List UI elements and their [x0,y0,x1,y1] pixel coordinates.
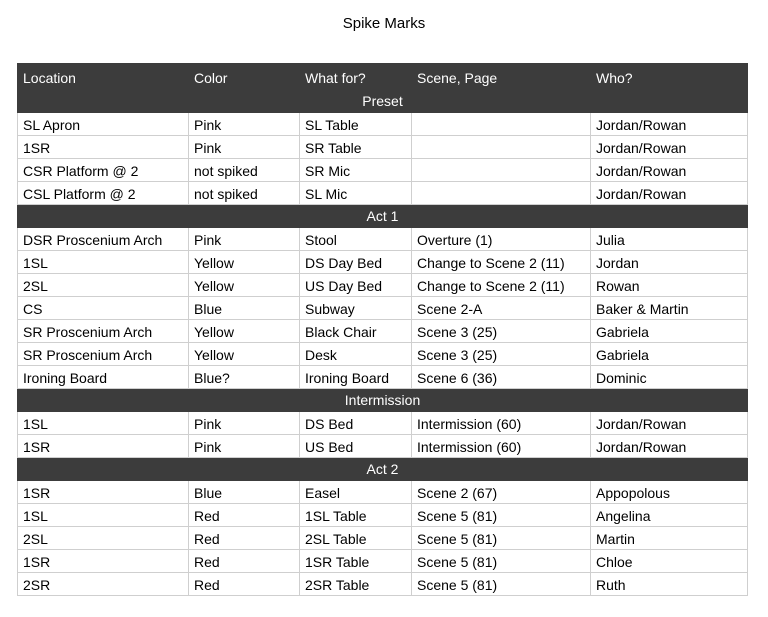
who-cell: Jordan/Rowan [591,112,748,135]
who-cell: Jordan/Rowan [591,411,748,434]
column-header-color: Color [189,63,300,89]
what-for-cell: 1SR Table [300,549,412,572]
scene-page-cell: Change to Scene 2 (11) [412,250,591,273]
who-cell: Angelina [591,503,748,526]
section-title: Act 1 [18,204,748,227]
who-cell: Gabriela [591,342,748,365]
section-header-row [18,457,748,480]
table-row [18,158,748,181]
who-cell: Jordan/Rowan [591,158,748,181]
table-row [18,112,748,135]
what-for-cell: US Bed [300,434,412,457]
table-row [18,250,748,273]
location-cell: DSR Proscenium Arch [18,227,189,250]
scene-page-cell: Scene 5 (81) [412,572,591,595]
scene-page-cell [412,135,591,158]
color-cell: not spiked [189,158,300,181]
header-row [18,63,748,89]
table-body [18,89,748,595]
table-row [18,549,748,572]
what-for-cell: Black Chair [300,319,412,342]
table-row [18,135,748,158]
color-cell: Pink [189,112,300,135]
table-row [18,526,748,549]
scene-page-cell: Scene 3 (25) [412,319,591,342]
location-cell: 2SR [18,572,189,595]
what-for-cell: SL Mic [300,181,412,204]
color-cell: Yellow [189,250,300,273]
section-title: Intermission [18,388,748,411]
table-row [18,227,748,250]
location-cell: SL Apron [18,112,189,135]
who-cell: Martin [591,526,748,549]
what-for-cell: Desk [300,342,412,365]
who-cell: Baker & Martin [591,296,748,319]
color-cell: Yellow [189,273,300,296]
scene-page-cell: Scene 5 (81) [412,549,591,572]
scene-page-cell: Scene 6 (36) [412,365,591,388]
who-cell: Ruth [591,572,748,595]
what-for-cell: DS Day Bed [300,250,412,273]
scene-page-cell: Change to Scene 2 (11) [412,273,591,296]
section-title: Preset [18,89,748,112]
what-for-cell: 1SL Table [300,503,412,526]
scene-page-cell: Scene 5 (81) [412,503,591,526]
location-cell: 1SL [18,503,189,526]
what-for-cell: US Day Bed [300,273,412,296]
color-cell: Pink [189,135,300,158]
color-cell: Red [189,503,300,526]
color-cell: Pink [189,434,300,457]
location-cell: SR Proscenium Arch [18,342,189,365]
color-cell: Yellow [189,342,300,365]
scene-page-cell: Scene 3 (25) [412,342,591,365]
column-header-who: Who? [591,63,748,89]
column-header-scene-page: Scene, Page [412,63,591,89]
color-cell: Pink [189,411,300,434]
color-cell: Red [189,572,300,595]
scene-page-cell: Overture (1) [412,227,591,250]
color-cell: Blue [189,296,300,319]
scene-page-cell: Intermission (60) [412,434,591,457]
what-for-cell: Subway [300,296,412,319]
location-cell: 2SL [18,273,189,296]
column-header-what-for: What for? [300,63,412,89]
table-row [18,572,748,595]
spike-marks-table [17,63,748,596]
location-cell: SR Proscenium Arch [18,319,189,342]
who-cell: Dominic [591,365,748,388]
who-cell: Gabriela [591,319,748,342]
table-row [18,411,748,434]
color-cell: Blue? [189,365,300,388]
location-cell: 1SR [18,434,189,457]
who-cell: Appopolous [591,480,748,503]
section-title: Act 2 [18,457,748,480]
scene-page-cell [412,181,591,204]
location-cell: 1SL [18,411,189,434]
location-cell: 1SR [18,480,189,503]
location-cell: 2SL [18,526,189,549]
what-for-cell: Stool [300,227,412,250]
who-cell: Chloe [591,549,748,572]
who-cell: Jordan [591,250,748,273]
scene-page-cell [412,158,591,181]
location-cell: CS [18,296,189,319]
location-cell: CSR Platform @ 2 [18,158,189,181]
table-row [18,365,748,388]
color-cell: Yellow [189,319,300,342]
table-row [18,181,748,204]
who-cell: Rowan [591,273,748,296]
section-header-row [18,204,748,227]
who-cell: Jordan/Rowan [591,181,748,204]
scene-page-cell: Scene 5 (81) [412,526,591,549]
location-cell: 1SR [18,135,189,158]
who-cell: Jordan/Rowan [591,135,748,158]
table-row [18,342,748,365]
what-for-cell: SR Mic [300,158,412,181]
table-row [18,273,748,296]
location-cell: 1SR [18,549,189,572]
what-for-cell: 2SR Table [300,572,412,595]
who-cell: Julia [591,227,748,250]
color-cell: Red [189,526,300,549]
table-row [18,319,748,342]
table-row [18,434,748,457]
scene-page-cell [412,112,591,135]
page-title: Spike Marks [342,15,426,32]
location-cell: CSL Platform @ 2 [18,181,189,204]
section-header-row [18,89,748,112]
what-for-cell: SL Table [300,112,412,135]
what-for-cell: DS Bed [300,411,412,434]
color-cell: Red [189,549,300,572]
scene-page-cell: Intermission (60) [412,411,591,434]
who-cell: Jordan/Rowan [591,434,748,457]
location-cell: Ironing Board [18,365,189,388]
scene-page-cell: Scene 2-A [412,296,591,319]
table-row [18,480,748,503]
location-cell: 1SL [18,250,189,273]
what-for-cell: 2SL Table [300,526,412,549]
scene-page-cell: Scene 2 (67) [412,480,591,503]
color-cell: Blue [189,480,300,503]
table-row [18,503,748,526]
color-cell: Pink [189,227,300,250]
what-for-cell: Ironing Board [300,365,412,388]
table-row [18,296,748,319]
column-header-location: Location [18,63,189,89]
section-header-row [18,388,748,411]
what-for-cell: Easel [300,480,412,503]
what-for-cell: SR Table [300,135,412,158]
color-cell: not spiked [189,181,300,204]
